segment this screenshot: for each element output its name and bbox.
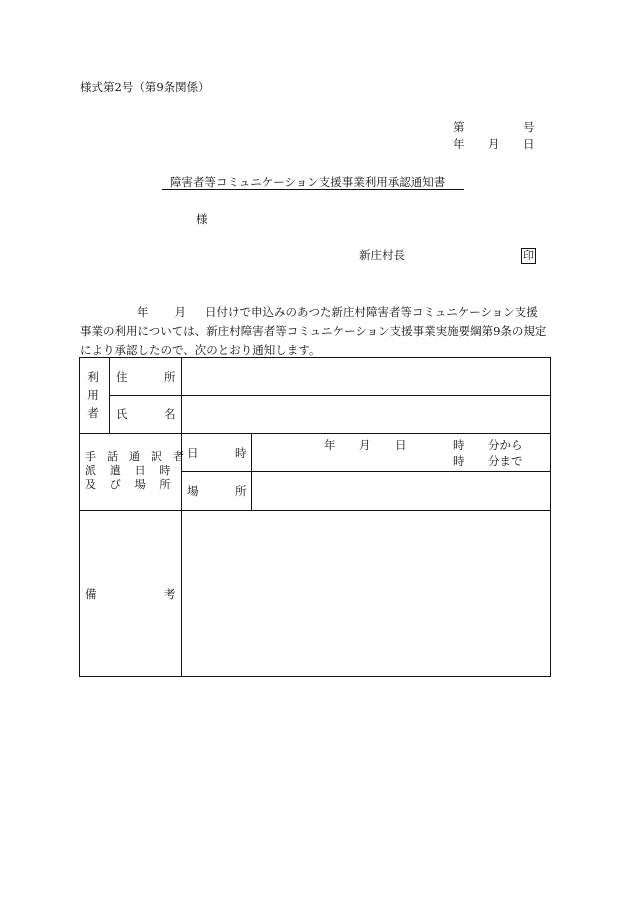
body-line-3: により承認したので、次のとおり通知します。	[80, 343, 321, 357]
name-label-a: 氏	[116, 407, 128, 421]
body-line-1	[80, 303, 560, 322]
row-divider-user	[109, 395, 551, 396]
issuer: 新庄村長	[359, 248, 405, 262]
number-go: 号	[523, 120, 535, 134]
place-label-b: 所	[235, 484, 247, 498]
col-divider-interpreter	[251, 433, 252, 510]
address-label-b: 所	[164, 370, 176, 384]
user-label-char-3: 者	[87, 406, 99, 420]
form-number: 様式第2号（第9条関係）	[80, 80, 210, 94]
user-label-char-2: 用	[87, 388, 99, 402]
remarks-label-a: 備	[85, 587, 97, 601]
body-line1-text: 日付けで申込みのあつた新庄村障害者等コミュニケーション支援	[205, 305, 538, 319]
address-label-a: 住	[116, 370, 128, 384]
document-title: 障害者等コミュニケーション支援事業利用承認通知書	[170, 175, 446, 189]
interpreter-label-line-3: 及 び 場 所	[85, 478, 172, 491]
seal-mark: 印	[523, 249, 534, 262]
dt-year: 年	[324, 438, 336, 452]
row-divider-section	[79, 433, 551, 434]
dt-hour-from: 時	[453, 438, 465, 452]
body-line-2: 事業の利用については、新庄村障害者等コミュニケーション支援事業実施要綱第9条の規定	[80, 324, 547, 338]
row-divider-interpreter	[181, 471, 551, 472]
remarks-label-b: 考	[164, 587, 176, 601]
dt-until: 分まで	[488, 454, 523, 468]
body-paragraph	[80, 303, 560, 360]
interpreter-label-line-2: 派 遣 日 時	[85, 464, 172, 477]
row-divider-remarks	[79, 510, 551, 511]
dt-from: 分から	[488, 438, 523, 452]
date-day: 日	[523, 137, 535, 151]
date-month: 月	[488, 137, 500, 151]
col-divider-main	[181, 357, 182, 677]
dt-day: 日	[395, 438, 407, 452]
name-label-b: 名	[164, 407, 176, 421]
place-label-a: 場	[187, 484, 199, 498]
user-label-char-1: 利	[87, 370, 99, 384]
dt-month: 月	[359, 438, 371, 452]
col-divider-user-label	[109, 357, 110, 433]
body-year: 年	[137, 305, 149, 319]
addressee-suffix: 様	[196, 212, 208, 226]
interpreter-label-line-1: 手 話 通 訳 者	[85, 450, 184, 463]
approval-table	[79, 357, 551, 677]
title-underline	[162, 189, 464, 190]
date-year: 年	[453, 137, 465, 151]
datetime-label-b: 時	[235, 446, 247, 460]
datetime-label-a: 日	[187, 446, 199, 460]
number-dai: 第	[453, 120, 465, 134]
body-month: 月	[174, 305, 186, 319]
dt-hour-until: 時	[453, 454, 465, 468]
